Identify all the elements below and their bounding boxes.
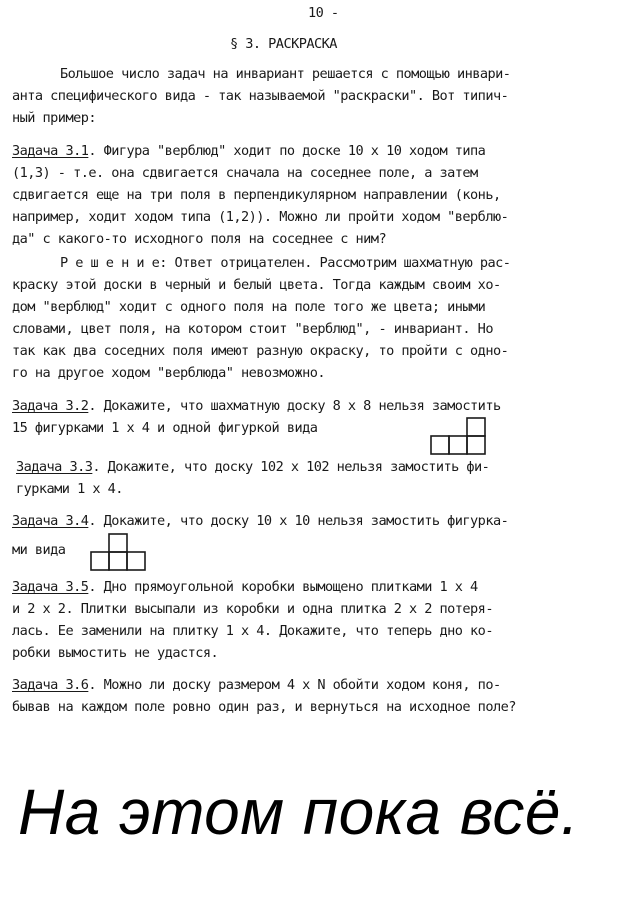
section-title: § 3. РАСКРАСКА	[230, 36, 337, 52]
text-line: анта специфического вида - так называемой "раскраски". Вот типич-	[12, 88, 509, 104]
text-line: бывав на каждом поле ровно один раз, и вернуться на исходное поле?	[12, 699, 516, 715]
problem-label: Задача 3.1	[12, 143, 89, 159]
text-line: и 2 x 2. Плитки высыпали из коробки и одна плитка 2 x 2 потеря-	[12, 601, 493, 617]
text-line: гурками 1 x 4.	[16, 481, 123, 497]
text-line: . Докажите, что доску 10 x 10 нельзя замостить фигурка-	[88, 513, 509, 529]
text-line: Большое число задач на инвариант решается с помощью инвари-	[60, 66, 511, 82]
text-line: краску этой доски в черный и белый цвета. Тогда каждым своим хо-	[12, 277, 501, 293]
text-line: да" с какого-то исходного поля на соседнее с ним?	[12, 231, 387, 247]
text-line: го на другое ходом "верблюда" невозможно.	[12, 365, 325, 381]
problem-label: Задача 3.5	[12, 579, 89, 595]
closing-caption: На этом пока всё.	[18, 776, 580, 848]
problem-label: Задача 3.4	[12, 513, 89, 529]
text-line: робки вымостить не удастся.	[12, 645, 219, 661]
text-line: . Докажите, что шахматную доску 8 x 8 нельзя замостить	[88, 398, 501, 414]
text-line: (1,3) - т.е. она сдвигается сначала на соседнее поле, а затем	[12, 165, 478, 181]
text-line: . Докажите, что доску 102 x 102 нельзя замостить фи-	[92, 459, 490, 475]
problem-label: Задача 3.3	[16, 459, 93, 475]
text-line: словами, цвет поля, на котором стоит "верблюд", - инвариант. Но	[12, 321, 493, 337]
problem-label: Задача 3.2	[12, 398, 89, 414]
text-line: сдвигается еще на три поля в перпендикулярном направлении (конь,	[12, 187, 501, 203]
text-line: лась. Ее заменили на плитку 1 x 4. Докажите, что теперь дно ко-	[12, 623, 493, 639]
text-line: ми вида	[12, 542, 66, 558]
text-line: . Фигура "верблюд" ходит по доске 10 x 10 ходом типа	[88, 143, 486, 159]
page-number: 10 -	[308, 5, 339, 21]
text-line: . Дно прямоугольной коробки вымощено плитками 1 x 4	[88, 579, 478, 595]
t-tetromino-figure	[90, 532, 150, 572]
text-line: Р е ш е н и е: Ответ отрицателен. Рассмотрим шахматную рас-	[60, 255, 511, 271]
text-line: ный пример:	[12, 110, 96, 126]
l-tetromino-figure	[430, 416, 490, 456]
text-line: . Можно ли доску размером 4 x N обойти ходом коня, по-	[88, 677, 501, 693]
problem-label: Задача 3.6	[12, 677, 89, 693]
text-line: 15 фигурками 1 x 4 и одной фигуркой вида	[12, 420, 318, 436]
text-line: например, ходит ходом типа (1,2)). Можно ли пройти ходом "верблю-	[12, 209, 509, 225]
text-line: дом "верблюд" ходит с одного поля на поле того же цвета; иными	[12, 299, 486, 315]
text-line: так как два соседних поля имеют разную окраску, то пройти с одно-	[12, 343, 509, 359]
